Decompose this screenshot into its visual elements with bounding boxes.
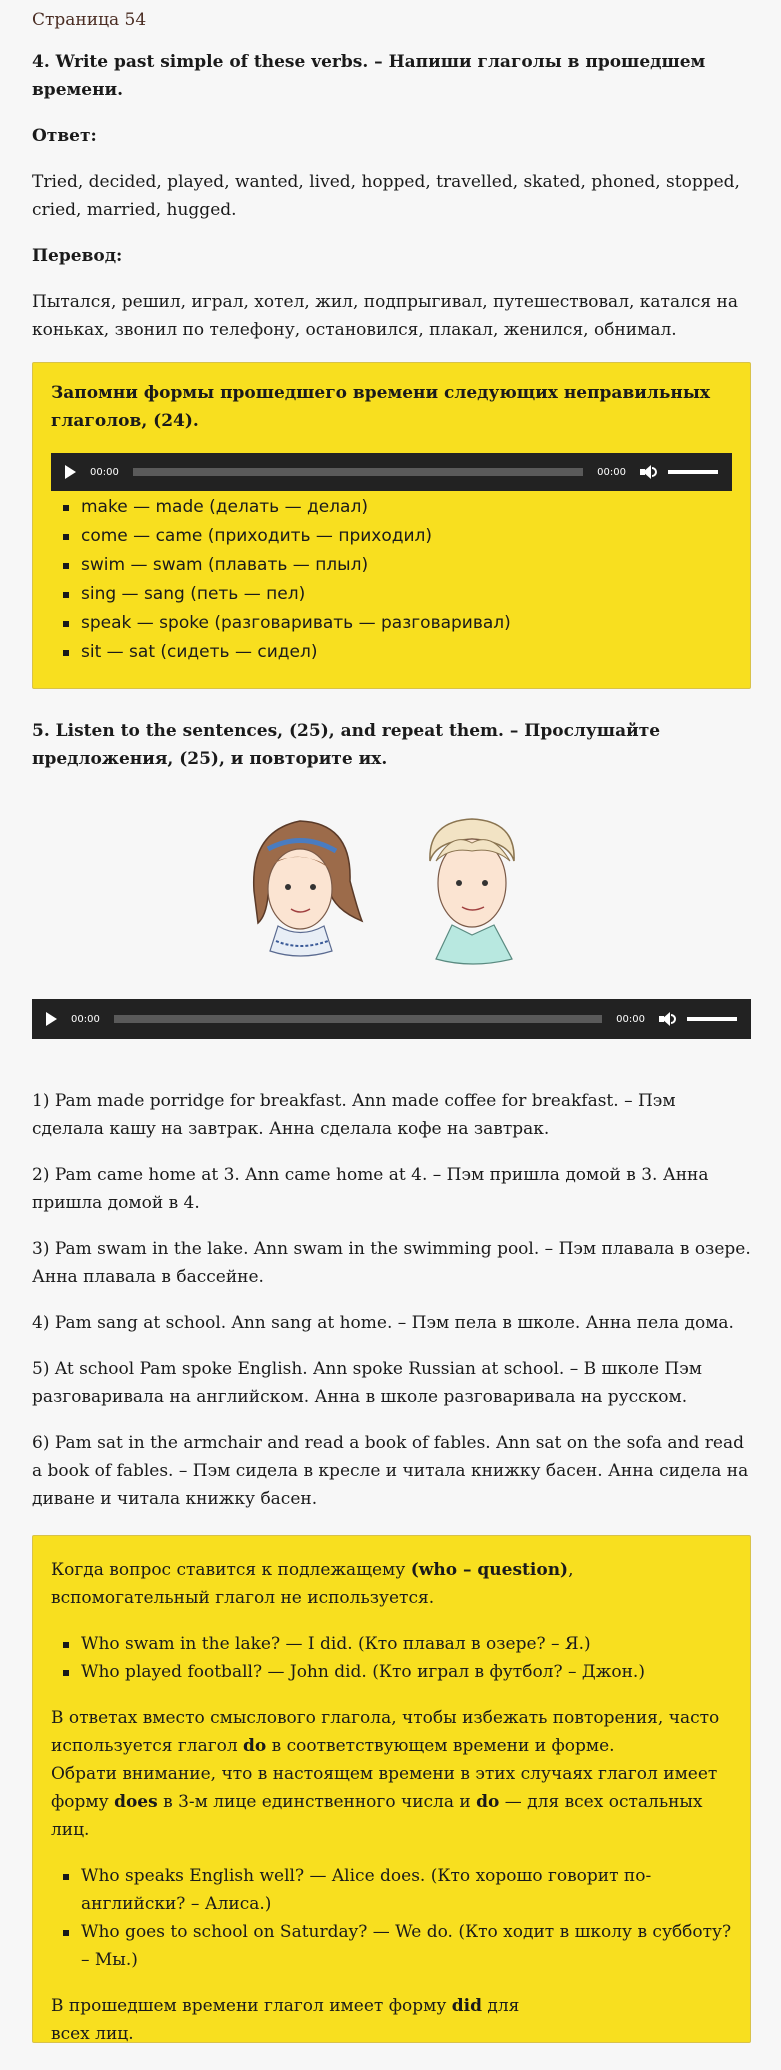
note-bold: did: [451, 1996, 482, 2016]
list-item: Who swam in the lake? — I did. (Кто плавал в озере? – Я.): [81, 1630, 732, 1658]
sentence: 4) Pam sang at school. Ann sang at home. – Пэм пела в школе. Анна пела дома.: [32, 1313, 734, 1333]
list-item: Who played football? — John did. (Кто играл в футбол? – Джон.): [81, 1658, 732, 1686]
list-item: speak — spoke (разговаривать — разговаривал): [81, 609, 732, 638]
note-bold: do: [243, 1736, 267, 1756]
who-question-examples: [51, 1630, 732, 1686]
grammar-note-box: [32, 1535, 751, 2043]
note-paragraph: [51, 1760, 732, 1844]
note-text: в соответствующем времени и форме.: [266, 1736, 615, 1756]
audio-current-time: 00:00: [90, 466, 119, 478]
volume-icon[interactable]: [640, 464, 658, 480]
note-text: для всех лиц.: [51, 1996, 520, 2044]
note-text: — для всех остальных лиц.: [51, 1792, 703, 1840]
note-bold: does: [114, 1792, 158, 1812]
audio-player-25: [32, 999, 751, 1039]
audio-progress-bar[interactable]: [114, 1015, 602, 1023]
translation-text: Пытался, решил, играл, хотел, жил, подпрыгивал, путешествовал, катался на коньках, звонил по телефону, остановился, плакал, женился, обнимал.: [32, 292, 739, 340]
list-item: Who speaks English well? — Alice does. (Кто хорошо говорит по-английски? – Алиса.): [81, 1862, 732, 1918]
sentence: 5) At school Pam spoke English. Ann spoke Russian at school. – В школе Пэм разговаривала на английском. Анна в школе разговаривала на русском.: [32, 1359, 702, 1407]
task4-heading: 4. Write past simple of these verbs. – Напиши глаголы в прошедшем времени.: [32, 52, 706, 100]
note-text: В ответах вместо смыслового глагола, чтобы избежать повторения, часто используется глагол: [51, 1708, 720, 1756]
audio-current-time: 00:00: [71, 1013, 100, 1025]
boy-drawing: [430, 819, 514, 964]
note-text: В прошедшем времени глагол имеет форму: [51, 1996, 452, 2016]
list-item: make — made (делать — делал): [81, 493, 732, 522]
audio-total-time: 00:00: [597, 466, 626, 478]
task5-heading: 5. Listen to the sentences, (25), and repeat them. – Прослушайте предложения, (25), и повторите их.: [32, 721, 661, 769]
translation-label: Перевод:: [32, 246, 123, 266]
note-paragraph: [51, 1556, 732, 1612]
volume-slider[interactable]: [668, 470, 718, 474]
answer-text: Tried, decided, played, wanted, lived, hopped, travelled, skated, phoned, stopped, cried, married, hugged.: [32, 172, 740, 220]
note-text: Когда вопрос ставится к подлежащему: [51, 1560, 411, 1580]
page-label: Страница 54: [32, 10, 147, 30]
note-bold: do: [476, 1792, 500, 1812]
irregular-verbs-box: [32, 362, 751, 689]
list-item: come — came (приходить — приходил): [81, 522, 732, 551]
children-illustration: [32, 791, 751, 981]
list-item: sing — sang (петь — пел): [81, 580, 732, 609]
irregular-verbs-title: Запомни формы прошедшего времени следующих неправильных глаголов, (24).: [51, 383, 711, 431]
list-item: sit — sat (сидеть — сидел): [81, 638, 732, 667]
note-paragraph: [51, 1992, 531, 2048]
volume-slider[interactable]: [687, 1017, 737, 1021]
irregular-verbs-list: [51, 493, 732, 667]
girl-drawing: [254, 821, 362, 956]
audio-player-24: [51, 453, 732, 491]
do-examples: [51, 1862, 732, 1974]
sentence: 2) Pam came home at 3. Ann came home at 4. – Пэм пришла домой в 3. Анна пришла домой в 4.: [32, 1165, 709, 1213]
answer-label: Ответ:: [32, 126, 97, 146]
note-text: в 3-м лице единственного числа и: [157, 1792, 477, 1812]
note-text: Обрати внимание, что в настоящем времени в этих случаях глагол имеет форму: [51, 1764, 718, 1812]
audio-total-time: 00:00: [616, 1013, 645, 1025]
sentence: 3) Pam swam in the lake. Ann swam in the swimming pool. – Пэм плавала в озере. Анна плавала в бассейне.: [32, 1239, 751, 1287]
note-bold: (who – question): [410, 1560, 569, 1580]
play-icon[interactable]: [65, 465, 76, 479]
play-icon[interactable]: [46, 1012, 57, 1026]
sentence: 6) Pam sat in the armchair and read a book of fables. Ann sat on the sofa and read a book of fables. – Пэм сидела в кресле и читала книжку басен. Анна сидела на диване и читала книжку басен.: [32, 1433, 749, 1509]
audio-progress-bar[interactable]: [133, 468, 583, 476]
list-item: Who goes to school on Saturday? — We do. (Кто ходит в школу в субботу? – Мы.): [81, 1918, 732, 1974]
list-item: swim — swam (плавать — плыл): [81, 551, 732, 580]
sentence: 1) Pam made porridge for breakfast. Ann made coffee for breakfast. – Пэм сделала кашу на завтрак. Анна сделала кофе на завтрак.: [32, 1091, 676, 1139]
volume-icon[interactable]: [659, 1011, 677, 1027]
note-paragraph: [51, 1704, 732, 1760]
note-text: , вспомогательный глагол не используется.: [51, 1560, 574, 1608]
